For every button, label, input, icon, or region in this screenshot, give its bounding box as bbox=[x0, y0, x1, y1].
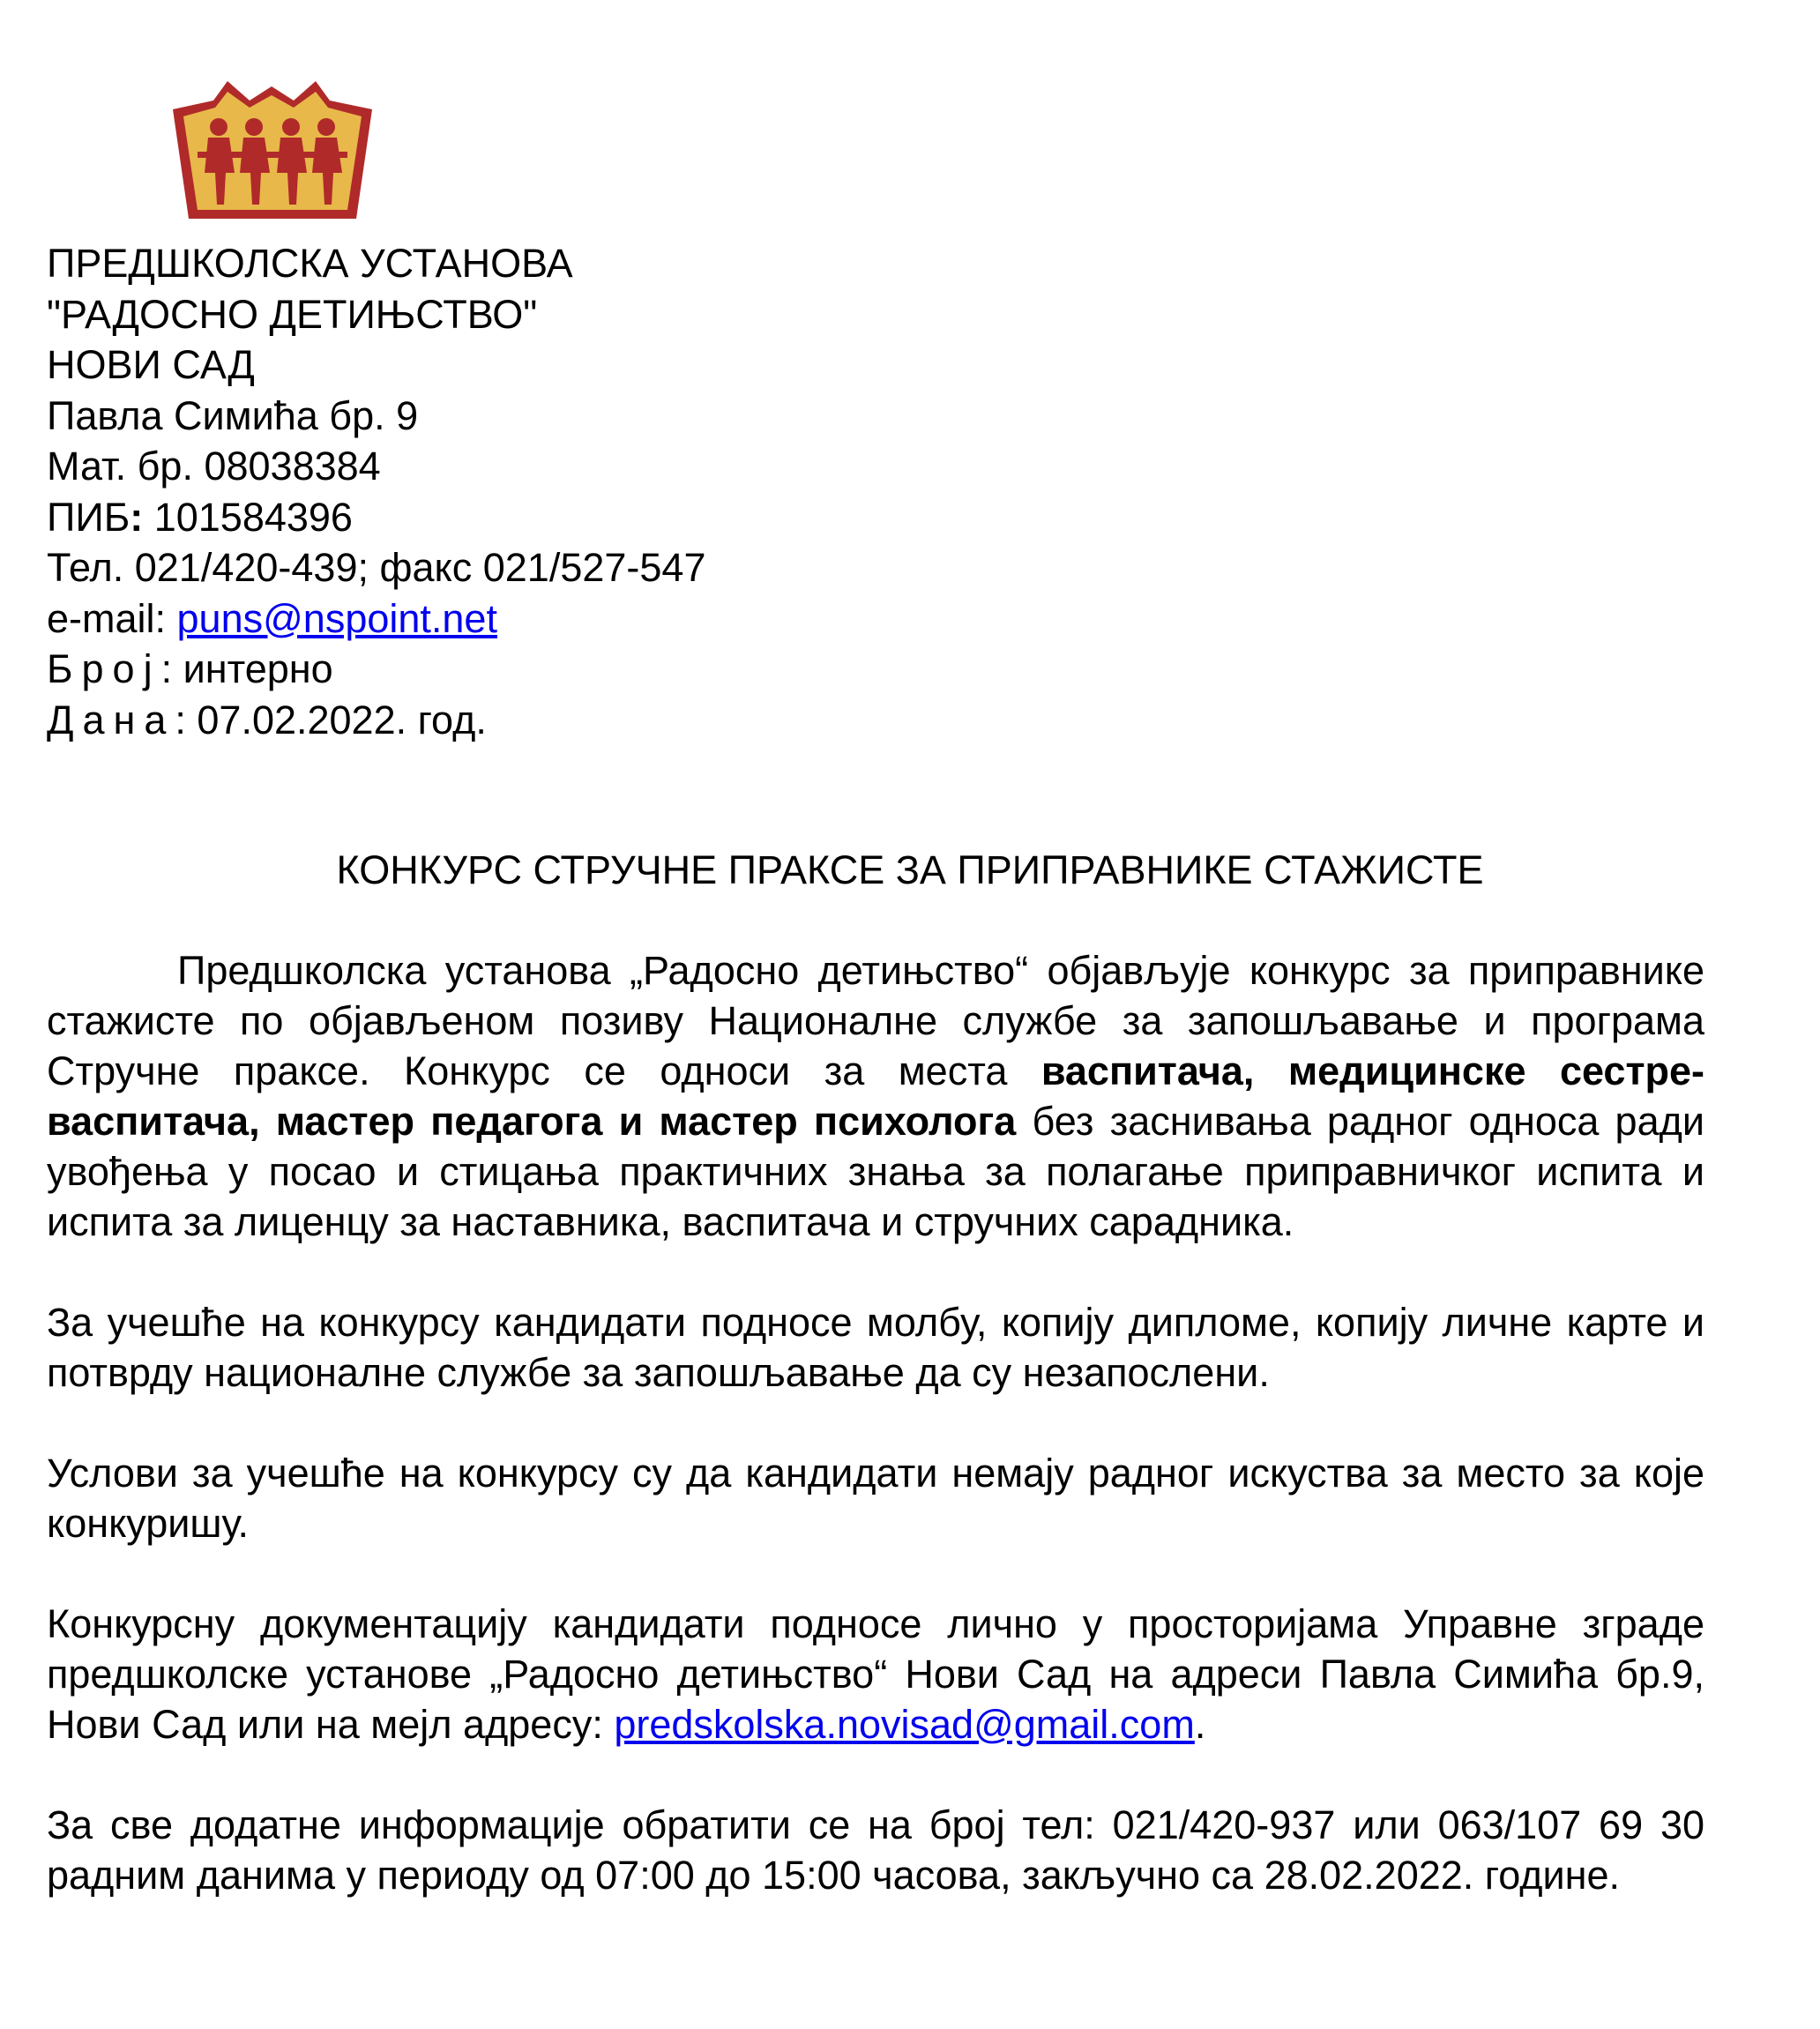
institution-city: НОВИ САД bbox=[47, 342, 255, 387]
paragraph-submission-start: Конкурсну документацију кандидати подносе лично у просторијама Управне зграде предшколске установе „Радосно детињство“ Нови Сад на адреси Павла Симића бр.9, Нови Сад или на мејл адресу: bbox=[47, 1601, 1704, 1747]
email-link[interactable]: puns@nspoint.net bbox=[176, 595, 497, 641]
paragraph-submission bbox=[47, 1599, 1704, 1749]
submission-email-link[interactable]: predskolska.novisad@gmail.com bbox=[614, 1702, 1195, 1747]
paragraph-conditions: Услови за учешће на конкурсу су да кандидати немају радног искуства за место за које конкуришу. bbox=[47, 1451, 1704, 1546]
document-number-value: : интерно bbox=[160, 646, 333, 691]
document-number-label: Број bbox=[47, 646, 161, 691]
document-date-label: Дана bbox=[47, 697, 175, 742]
paragraph-required-documents: За учешће на конкурсу кандидати подносе молбу, копију дипломе, копију личне карте и потврду националне службе за запошљавање да су незапослени. bbox=[47, 1300, 1704, 1395]
letterhead bbox=[47, 238, 705, 745]
institution-name-line1: ПРЕДШКОЛСКА УСТАНОВА bbox=[47, 241, 573, 286]
phone-fax: Тел. 021/420-439; факс 021/527-547 bbox=[47, 545, 706, 590]
email-line bbox=[47, 593, 705, 645]
paragraph-contact-info: За све додатне информације обратити се на број тел: 021/420-937 или 063/107 69 30 радним данима у периоду од 07:00 до 15:00 часова, закључно са 28.02.2022. године. bbox=[47, 1802, 1704, 1898]
tax-id-value: 101584396 bbox=[143, 494, 353, 540]
tax-id-label: ПИБ bbox=[47, 494, 131, 540]
tax-id bbox=[47, 492, 705, 543]
email-label: e-mail: bbox=[47, 595, 177, 641]
document-date bbox=[47, 695, 705, 746]
paragraph-announcement bbox=[47, 945, 1704, 1247]
institution-name-line2: "РАДОСНО ДЕТИЊСТВО" bbox=[47, 291, 538, 337]
document-number bbox=[47, 644, 705, 695]
paragraph-announcement-end: без заснивања радног односа ради увођења у посао и стицања практичних знања за полагање приправничког испита и испита за лиценцу за наставника, васпитача и стручних сарадника. bbox=[47, 1099, 1704, 1244]
document-body bbox=[47, 945, 1704, 1951]
positions-list: васпитача, медицинске сестре-васпитача, мастер педагога и мастер психолога bbox=[47, 1048, 1704, 1144]
document-title: КОНКУРС СТРУЧНЕ ПРАКСЕ ЗА ПРИПРАВНИКЕ СТАЖИСТЕ bbox=[336, 847, 1484, 892]
tax-id-colon: : bbox=[130, 494, 144, 540]
paragraph-announcement-start: Предшколска установа „Радосно детињство“ објављује конкурс за приправнике стажисте по објављеном позиву Националне службе за запошљавање и програма Стручне праксе. Конкурс се односи за места bbox=[47, 948, 1704, 1093]
registration-number: Мат. бр. 08038384 bbox=[47, 444, 381, 489]
institution-address: Павла Симића бр. 9 bbox=[47, 392, 419, 438]
document-date-value: : 07.02.2022. год. bbox=[175, 697, 487, 742]
paragraph-submission-end: . bbox=[1194, 1702, 1206, 1747]
institution-logo bbox=[173, 81, 372, 219]
